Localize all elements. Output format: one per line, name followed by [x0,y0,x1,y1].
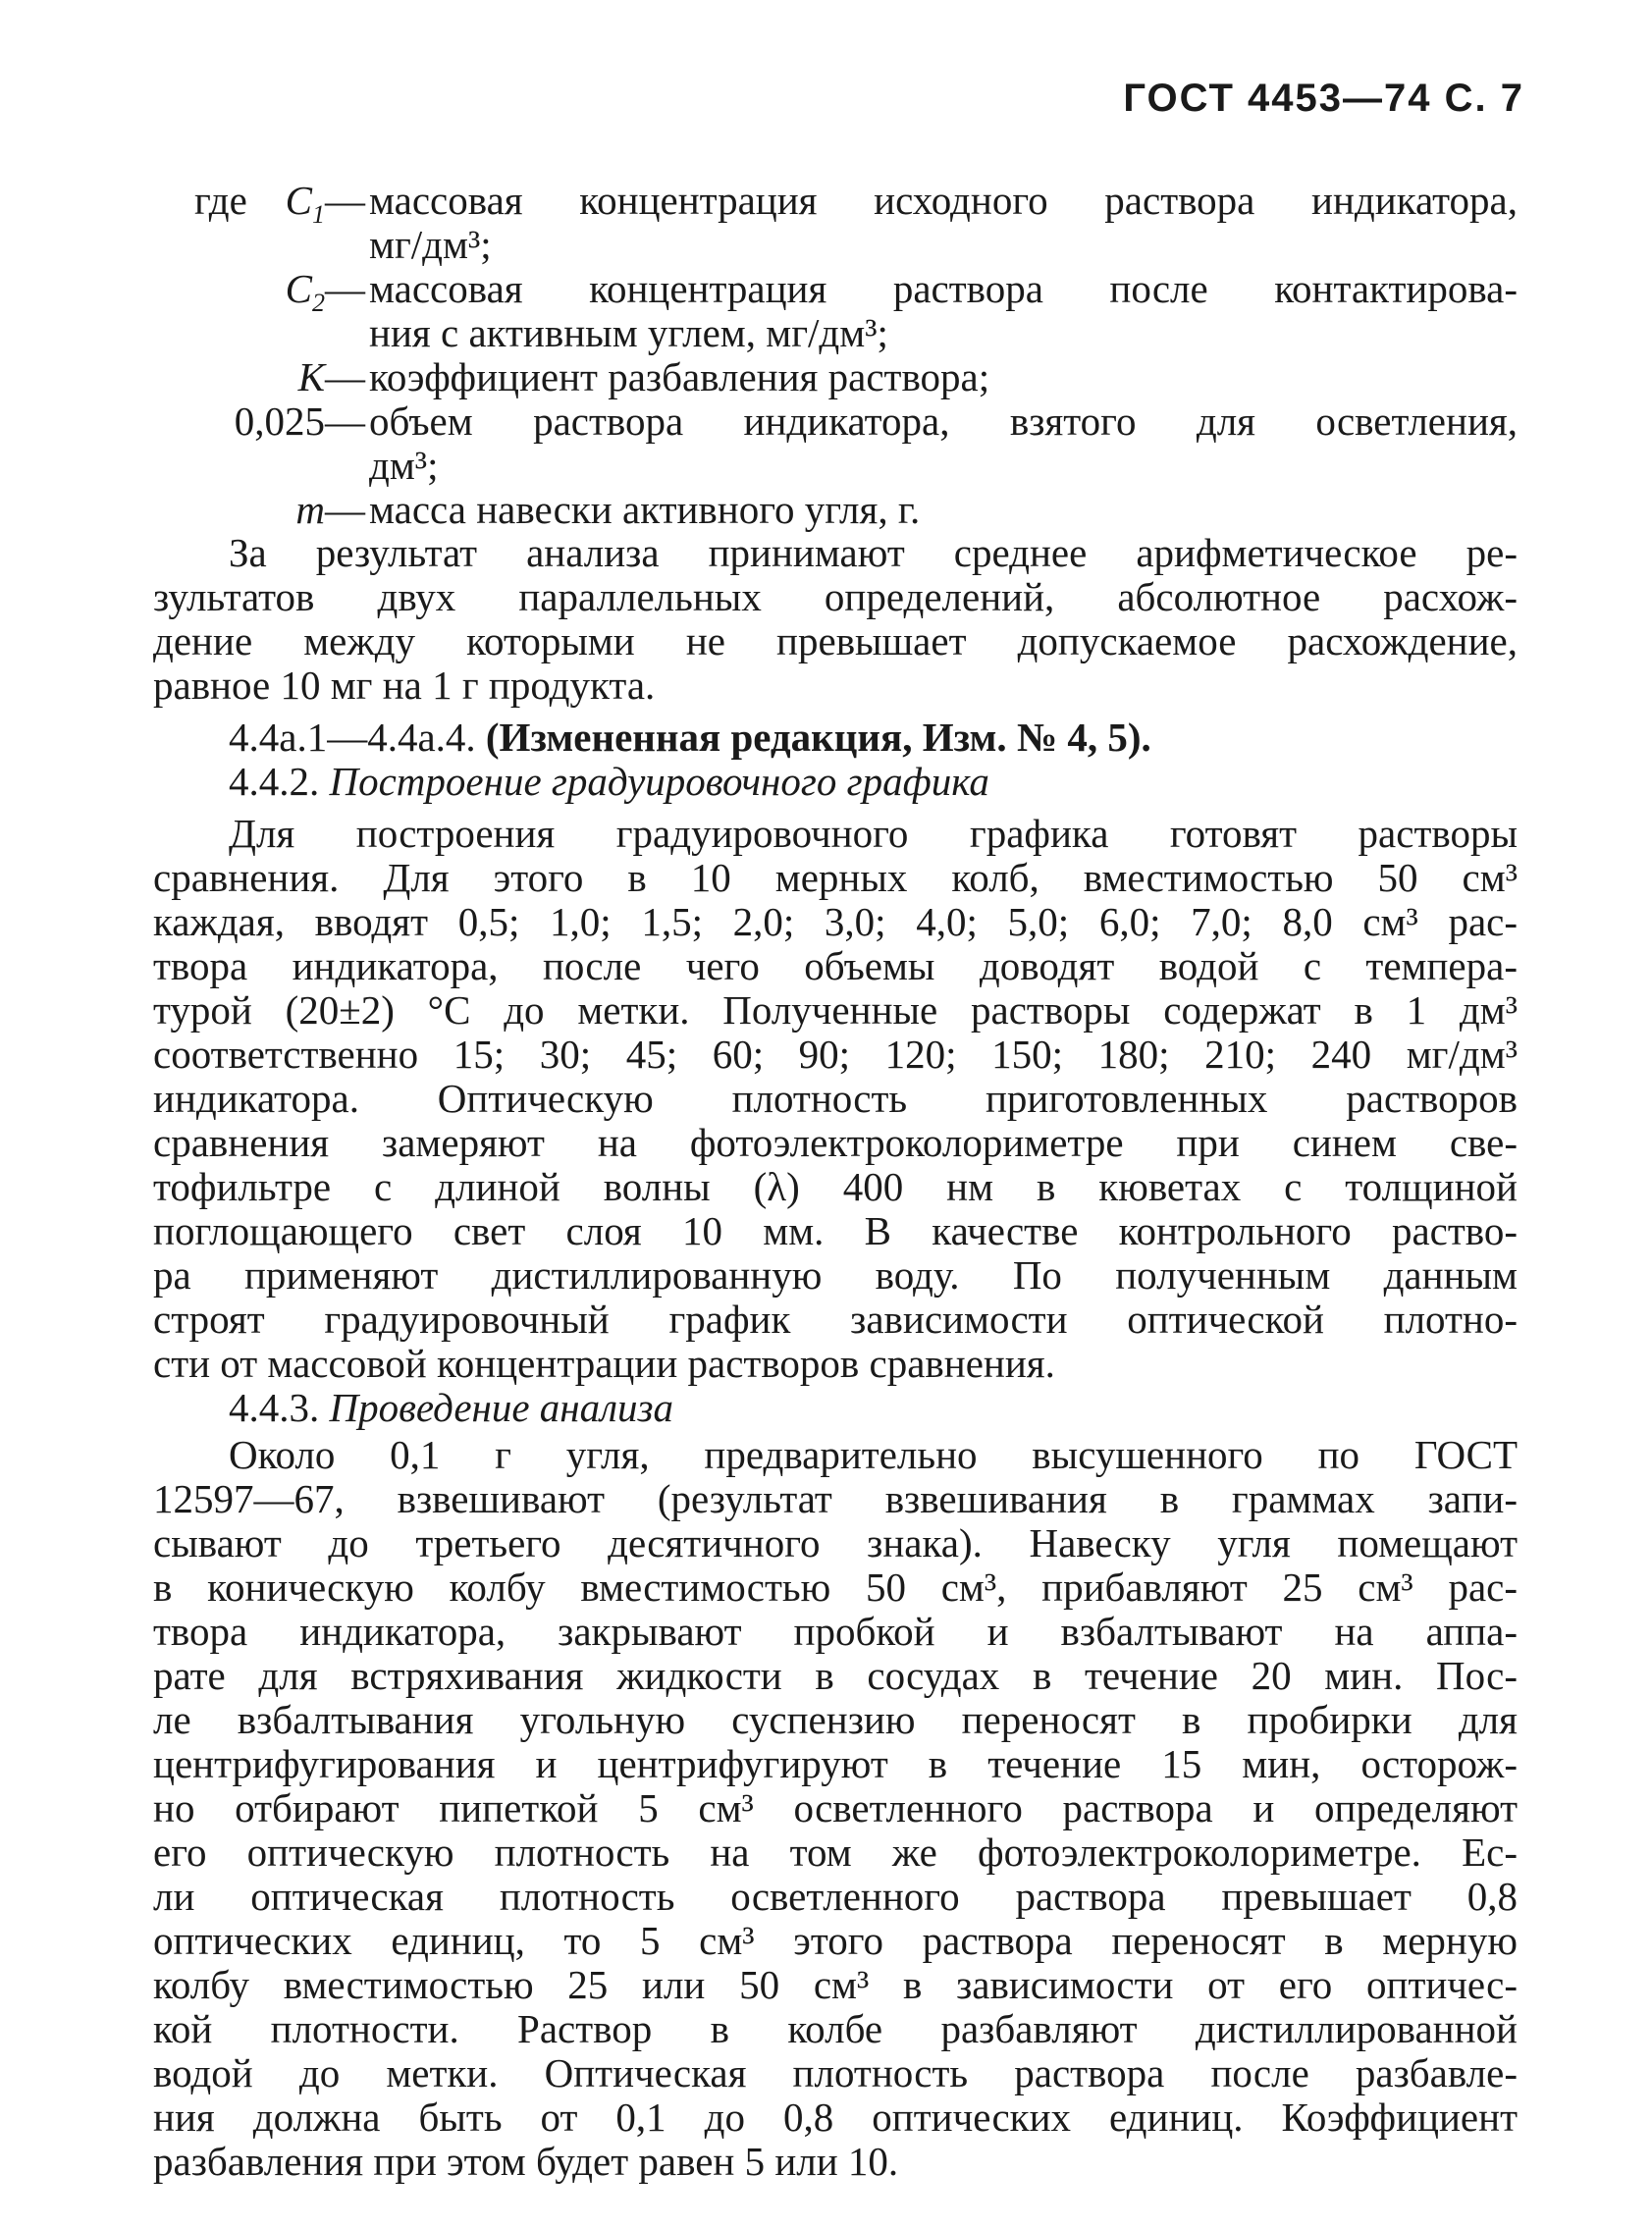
body-line: сывают до третьего десятичного знака). Навеску угля помещают [153,1520,1518,1565]
definition-line: масса навески активного угля, г. [369,487,921,532]
body-line: кой плотности. Раствор в колбе разбавляют дистиллированной [153,2006,1518,2051]
body-line: Для построения градуировочного графика готовят растворы [229,811,1518,856]
body-line: его оптическую плотность на том же фотоэлектроколориметре. Ес- [153,1829,1518,1875]
body-line: твора индикатора, после чего объемы доводят водой с темпера- [153,943,1518,988]
body-line: разбавления при этом будет равен 5 или 10. [153,2139,899,2184]
body-line: индикатора. Оптическую плотность приготовленных растворов [153,1076,1518,1121]
body-line: поглощающего свет слоя 10 мм. В качестве контрольного раство- [153,1208,1518,1253]
amendment-note [229,716,1518,760]
body-line: колбу вместимостью 25 или 50 см³ в зависимости от его оптичес- [153,1962,1518,2007]
body-line: рате для встряхивания жидкости в сосудах в течение 20 мин. Пос- [153,1653,1518,1698]
definition-line: массовая концентрация раствора после контактирова- [369,266,1518,311]
symbol: m [295,487,325,532]
definition-line: дм³; [369,443,439,488]
body-line: ра применяют дистиллированную воду. По полученным данным [153,1252,1518,1298]
definition-line: объем раствора индикатора, взятого для осветления, [369,398,1518,444]
amendment-text: (Измененная редакция, Изм. № 4, 5). [485,715,1151,760]
definition-c1: где $C_1—$ массовая концентрация исходного раствора индикатора, мг/дм³; [153,179,1518,267]
body-line: оптических единиц, то 5 см³ этого раствора переносят в мерную [153,1918,1518,1963]
section-number: 4.4.2. [229,759,320,804]
section-title: Проведение анализа [329,1385,674,1430]
body-line: твора индикатора, закрывают пробкой и взбалтывают на аппа- [153,1609,1518,1654]
result-paragraph-line: равное 10 мг на 1 г продукта. [153,663,656,708]
definition-volume: 0,025— объем раствора индикатора, взятого для осветления, дм³; [234,398,1518,488]
body-line: ле взбалтывания угольную суспензию переносят в пробирки для [153,1697,1518,1742]
definition-m: m— масса навески активного угля, г. [153,488,1518,532]
result-paragraph-line: За результат анализа принимают среднее арифметическое ре- [229,530,1518,575]
definition-line: коэффициент разбавления раствора; [369,354,990,399]
section-heading-443 [229,1386,1518,1430]
variable-definitions [153,179,1518,532]
body-line: Около 0,1 г угля, предварительно высушенного по ГОСТ [229,1432,1518,1477]
section-number: 4.4.3. [229,1385,320,1430]
body-line: центрифугирования и центрифугируют в течение 15 мин, осторож- [153,1741,1518,1786]
symbol: K [297,354,325,399]
amendment-ref: 4.4а.1—4.4а.4. [229,715,476,760]
body-line: 12597—67, взвешивают (результат взвешивания в граммах запи- [153,1476,1518,1521]
definition-line: массовая концентрация исходного раствора индикатора, [369,178,1518,223]
body-line: водой до метки. Оптическая плотность раствора после разбавле- [153,2050,1518,2095]
section-heading-442 [229,760,1518,804]
body-line: но отбирают пипеткой 5 см³ осветленного раствора и определяют [153,1785,1518,1830]
symbol: $C_1$ [285,178,325,230]
running-header: ГОСТ 4453—74 С. 7 [1123,77,1524,120]
result-paragraph-line: дение между которыми не превышает допускаемое расхождение, [153,618,1518,663]
definition-line: мг/дм³; [369,222,492,267]
section-title: Построение градуировочного графика [329,759,989,804]
definition-line: ния с активным углем, мг/дм³; [369,310,888,355]
definition-k: K— коэффициент разбавления раствора; [153,355,1518,399]
body-line: каждая, вводят 0,5; 1,0; 1,5; 2,0; 3,0; 4,0; 5,0; 6,0; 7,0; 8,0 см³ рас- [153,899,1518,944]
body-line: ния должна быть от 0,1 до 0,8 оптических единиц. Коэффициент [153,2094,1518,2140]
body-line: сравнения замеряют на фотоэлектроколориметре при синем све- [153,1120,1518,1165]
symbol: 0,025 [234,398,325,444]
body-line: в коническую колбу вместимостью 50 см³, прибавляют 25 см³ рас- [153,1564,1518,1610]
body-line: сравнения. Для этого в 10 мерных колб, вместимостью 50 см³ [153,855,1518,900]
where-word: где [194,178,247,223]
body-line: соответственно 15; 30; 45; 60; 90; 120; 150; 180; 210; 240 мг/дм³ [153,1032,1518,1077]
body-line: тофильтре с длиной волны (λ) 400 нм в кюветах с толщиной [153,1164,1518,1209]
body-line: турой (20±2) °С до метки. Полученные растворы содержат в 1 дм³ [153,987,1518,1033]
result-paragraph-line: зультатов двух параллельных определений, абсолютное расхож- [153,574,1518,619]
symbol: $C_2$ [285,266,325,318]
body-line: ли оптическая плотность осветленного раствора превышает 0,8 [153,1874,1518,1919]
body-line: строят градуировочный график зависимости оптической плотно- [153,1297,1518,1342]
body-line: сти от массовой концентрации растворов сравнения. [153,1341,1055,1386]
definition-c2: $C_2—$ массовая концентрация раствора после контактирова- ния с активным углем, мг/дм³; [285,266,1518,355]
